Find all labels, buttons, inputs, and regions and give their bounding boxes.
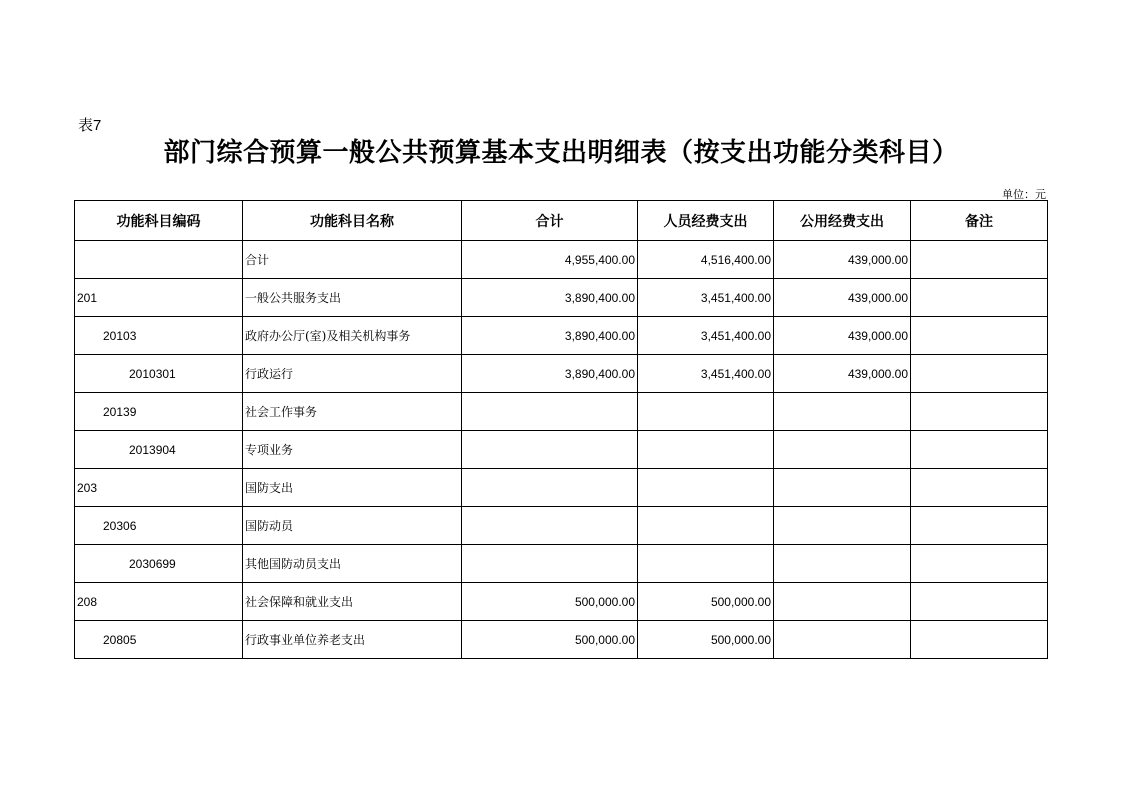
cell-public: 439,000.00 [774,317,911,355]
cell-note [911,507,1048,545]
cell-name: 专项业务 [243,431,462,469]
cell-code: 208 [75,583,243,621]
cell-code: 20103 [75,317,243,355]
column-header-note: 备注 [911,201,1048,241]
cell-note [911,469,1048,507]
cell-code: 20139 [75,393,243,431]
cell-name: 一般公共服务支出 [243,279,462,317]
cell-public [774,621,911,659]
cell-personnel [638,507,774,545]
cell-note [911,241,1048,279]
column-header-code: 功能科目编码 [75,201,243,241]
page-title: 部门综合预算一般公共预算基本支出明细表（按支出功能分类科目） [163,138,959,168]
cell-total: 3,890,400.00 [462,279,638,317]
table-row [75,621,1048,659]
column-header-total: 合计 [462,201,638,241]
table-row [75,507,1048,545]
cell-note [911,317,1048,355]
table-row [75,393,1048,431]
cell-personnel: 4,516,400.00 [638,241,774,279]
cell-personnel: 500,000.00 [638,621,774,659]
cell-public [774,507,911,545]
cell-code [75,241,243,279]
cell-note [911,431,1048,469]
cell-name: 社会工作事务 [243,393,462,431]
unit-label: 单位：元 [1002,188,1046,201]
cell-name: 国防支出 [243,469,462,507]
cell-personnel: 3,451,400.00 [638,355,774,393]
cell-name: 合计 [243,241,462,279]
column-header-public: 公用经费支出 [774,201,911,241]
cell-name: 社会保障和就业支出 [243,583,462,621]
cell-public [774,469,911,507]
cell-personnel: 500,000.00 [638,583,774,621]
cell-name: 行政运行 [243,355,462,393]
table-body [75,241,1048,659]
cell-total: 3,890,400.00 [462,317,638,355]
cell-note [911,583,1048,621]
cell-personnel [638,545,774,583]
cell-total: 500,000.00 [462,621,638,659]
cell-total: 500,000.00 [462,583,638,621]
cell-personnel [638,393,774,431]
cell-personnel [638,431,774,469]
cell-total [462,431,638,469]
cell-code: 20805 [75,621,243,659]
cell-public: 439,000.00 [774,241,911,279]
table-row [75,469,1048,507]
table-row [75,279,1048,317]
table-row [75,545,1048,583]
table-header-row [75,201,1048,241]
cell-personnel [638,469,774,507]
cell-name: 政府办公厅(室)及相关机构事务 [243,317,462,355]
cell-total: 3,890,400.00 [462,355,638,393]
cell-public [774,431,911,469]
table-row [75,583,1048,621]
table-row [75,431,1048,469]
cell-note [911,355,1048,393]
column-header-personnel: 人员经费支出 [638,201,774,241]
cell-code: 20306 [75,507,243,545]
cell-note [911,279,1048,317]
table-row [75,317,1048,355]
cell-name: 行政事业单位养老支出 [243,621,462,659]
cell-name: 其他国防动员支出 [243,545,462,583]
cell-code: 2013904 [75,431,243,469]
cell-code: 2010301 [75,355,243,393]
cell-note [911,621,1048,659]
cell-code: 203 [75,469,243,507]
cell-public [774,393,911,431]
cell-code: 2030699 [75,545,243,583]
cell-total [462,507,638,545]
cell-total: 4,955,400.00 [462,241,638,279]
table-row [75,241,1048,279]
cell-note [911,393,1048,431]
cell-personnel: 3,451,400.00 [638,317,774,355]
cell-name: 国防动员 [243,507,462,545]
cell-personnel: 3,451,400.00 [638,279,774,317]
cell-public: 439,000.00 [774,279,911,317]
cell-public: 439,000.00 [774,355,911,393]
table-row [75,355,1048,393]
cell-code: 201 [75,279,243,317]
table-number-label: 表7 [78,117,102,134]
cell-public [774,583,911,621]
cell-note [911,545,1048,583]
column-header-name: 功能科目名称 [243,201,462,241]
cell-total [462,469,638,507]
cell-public [774,545,911,583]
cell-total [462,545,638,583]
budget-table [74,200,1048,659]
cell-total [462,393,638,431]
